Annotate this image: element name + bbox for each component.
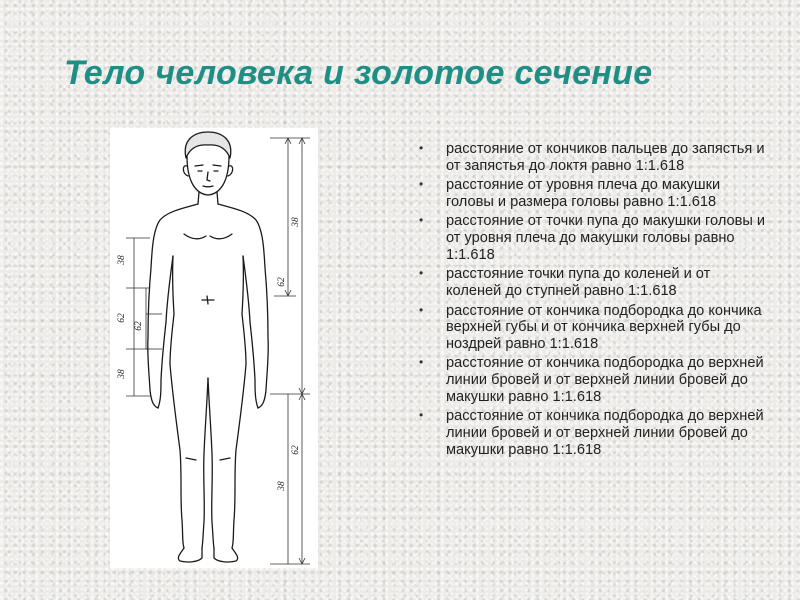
label-left-38-lower: 38 xyxy=(117,369,127,379)
proportions-list xyxy=(418,141,768,461)
label-left-62-mid: 62 xyxy=(117,313,127,323)
label-right-62-lower: 62 xyxy=(291,445,301,455)
human-body-figure xyxy=(110,128,318,568)
label-left-38-upper: 38 xyxy=(117,255,127,265)
label-left-62-small: 62 xyxy=(134,321,144,331)
left-measure-lines xyxy=(126,238,162,396)
label-right-38-upper: 38 xyxy=(291,217,301,227)
list-item: • расстояние от кончиков пальцев до запястья и от запястья до локтя равно 1:1.618 xyxy=(418,141,768,174)
body-outline xyxy=(148,132,269,562)
label-right-38-lower: 38 xyxy=(277,481,287,491)
right-measure-lines xyxy=(270,138,310,564)
body-proportions-drawing xyxy=(110,128,318,568)
list-item: • расстояние от уровня плеча до макушки головы и размера головы равно 1:1.618 xyxy=(418,177,768,210)
list-item: • расстояние от точки пупа до макушки головы и от уровня плеча до макушки головы равно 1:1.618 xyxy=(418,213,768,263)
list-item: • расстояние от кончика подбородка до верхней линии бровей и от верхней линии бровей до макушки равно 1:1.618 xyxy=(418,408,768,458)
list-item: • расстояние от кончика подбородка до верхней линии бровей и от верхней линии бровей до макушки равно 1:1.618 xyxy=(418,355,768,405)
label-right-62-mid: 62 xyxy=(277,277,287,287)
list-item: • расстояние от кончика подбородка до кончика верхней губы и от кончика верхней губы до ноздрей равно 1:1.618 xyxy=(418,303,768,353)
slide-title: Тело человека и золотое сечение xyxy=(64,54,653,92)
list-item: • расстояние точки пупа до коленей и от коленей до ступней равно 1:1.618 xyxy=(418,266,768,299)
